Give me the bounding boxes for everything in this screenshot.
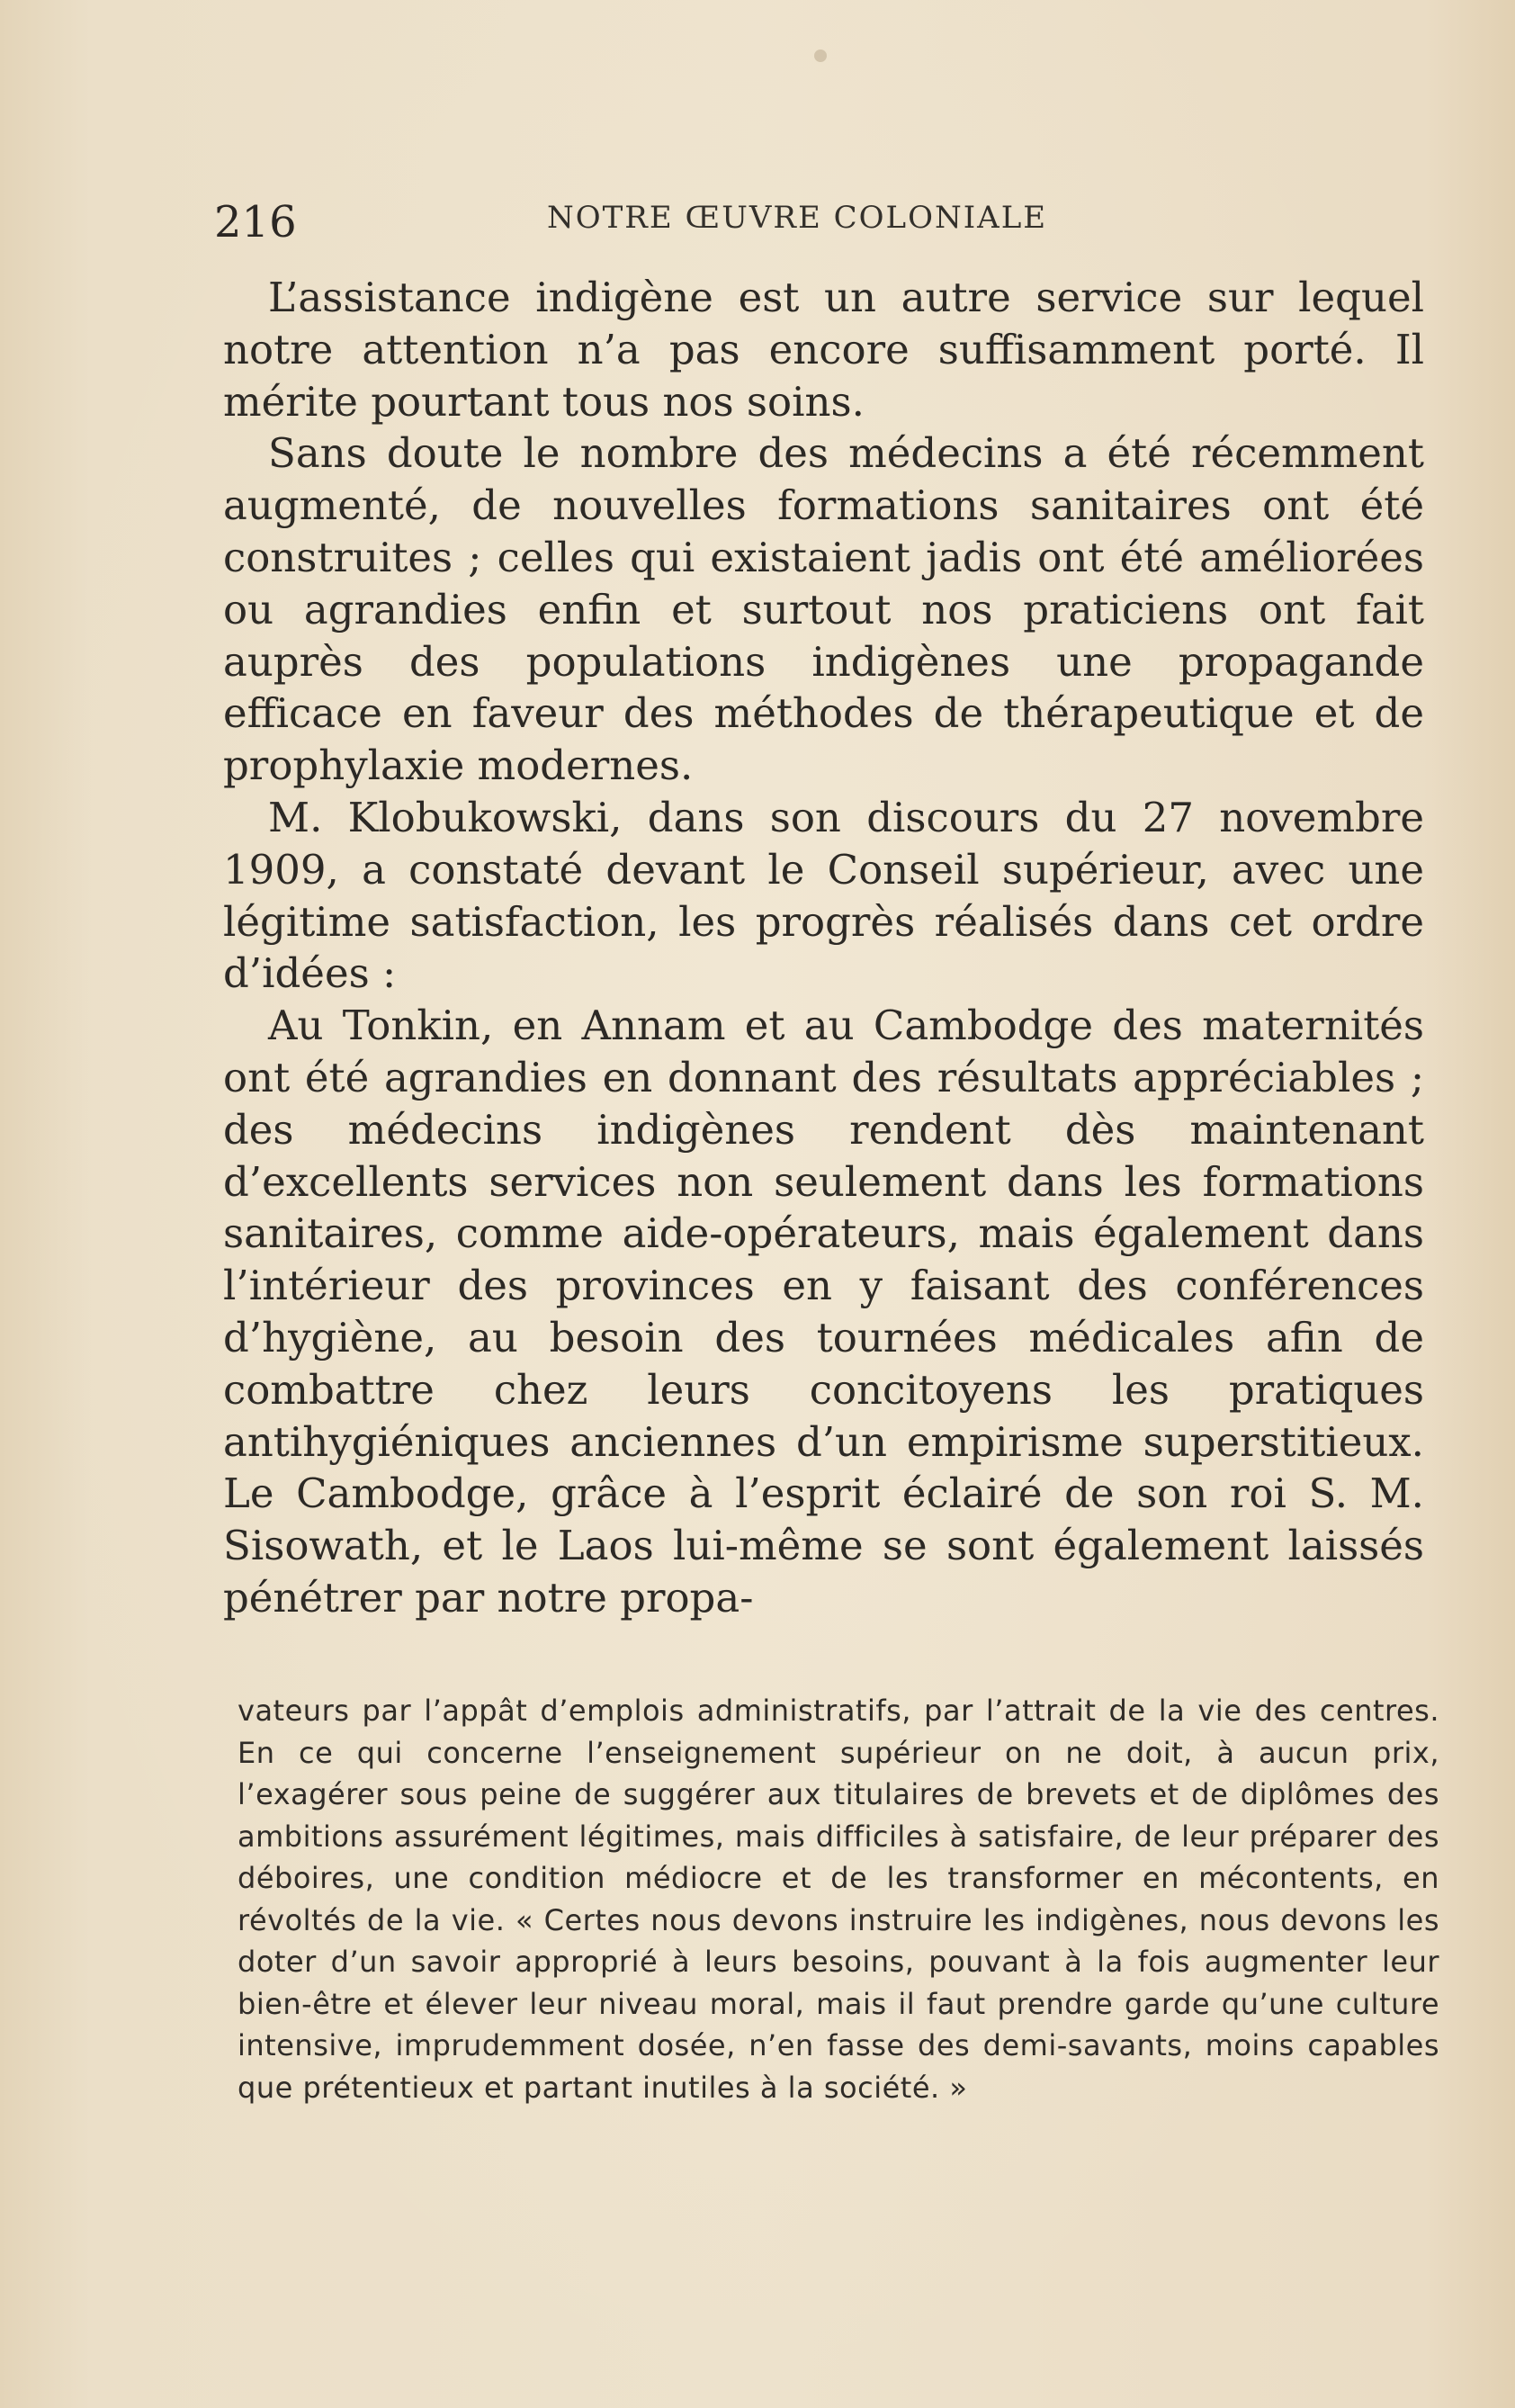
paragraph: Au Tonkin, en Annam et au Cambodge des maternités ont été agrandies en donnant des résultats appréciables ; des médecins indigènes rendent dès maintenant d’excellents services non seulement dans les formations sanitaires, comme aide-opérateurs, mais également dans l’intérieur des provinces en y faisant des conférences d’hygiène, au besoin des tournées médicales afin de combattre chez leurs concitoyens les pratiques antihygiéniques anciennes d’un empirisme superstitieux. Le Cambodge, grâce à l’esprit éclairé de son roi S. M. Sisowath, et le Laos lui-même se sont également laissés pénétrer par notre propa- — [223, 1002, 1424, 1622]
paragraph: Sans doute le nombre des médecins a été récemment augmenté, de nouvelles formations sanitaires ont été construites ; celles qui existaient jadis ont été améliorées ou agrandies enfin et surtout nos praticiens ont fait auprès des populations indigènes une propagande efficace en faveur des méthodes de thérapeutique et de prophylaxie modernes. — [223, 429, 1424, 790]
running-title: NOTRE ŒUVRE COLONIALE — [547, 200, 1048, 236]
page-header — [214, 184, 1429, 247]
footnote — [238, 1690, 1439, 2108]
paragraph: L’assistance indigène est un autre service sur lequel notre attention n’a pas encore suffisamment porté. Il mérite pourtant tous nos soins. — [223, 274, 1424, 426]
paragraph: M. Klobukowski, dans son discours du 27 novembre 1909, a constaté devant le Conseil supérieur, avec une légitime satisfaction, les progrès réalisés dans cet ordre d’idées : — [223, 793, 1424, 998]
paper-blemish — [814, 49, 827, 62]
footnote-text: vateurs par l’appât d’emplois administratifs, par l’attrait de la vie des centres. En ce qui concerne l’enseignement supérieur on ne doit, à aucun prix, l’exagérer sous peine de suggérer aux titulaires de brevets et de diplômes des ambitions assurément légitimes, mais difficiles à satisfaire, de leur préparer des déboires, une condition médiocre et de les transformer en mécontents, en révoltés de la vie. « Certes nous devons instruire les indigènes, nous devons les doter d’un savoir approprié à leurs besoins, pouvant à la fois augmenter leur bien-être et élever leur niveau moral, mais il faut prendre garde qu’une culture intensive, imprudemment dosée, n’en fasse des demi-savants, moins capables que prétentieux et partant inutiles à la société. » — [238, 1694, 1439, 2105]
main-text — [223, 272, 1424, 1624]
page-number: 216 — [214, 197, 297, 247]
